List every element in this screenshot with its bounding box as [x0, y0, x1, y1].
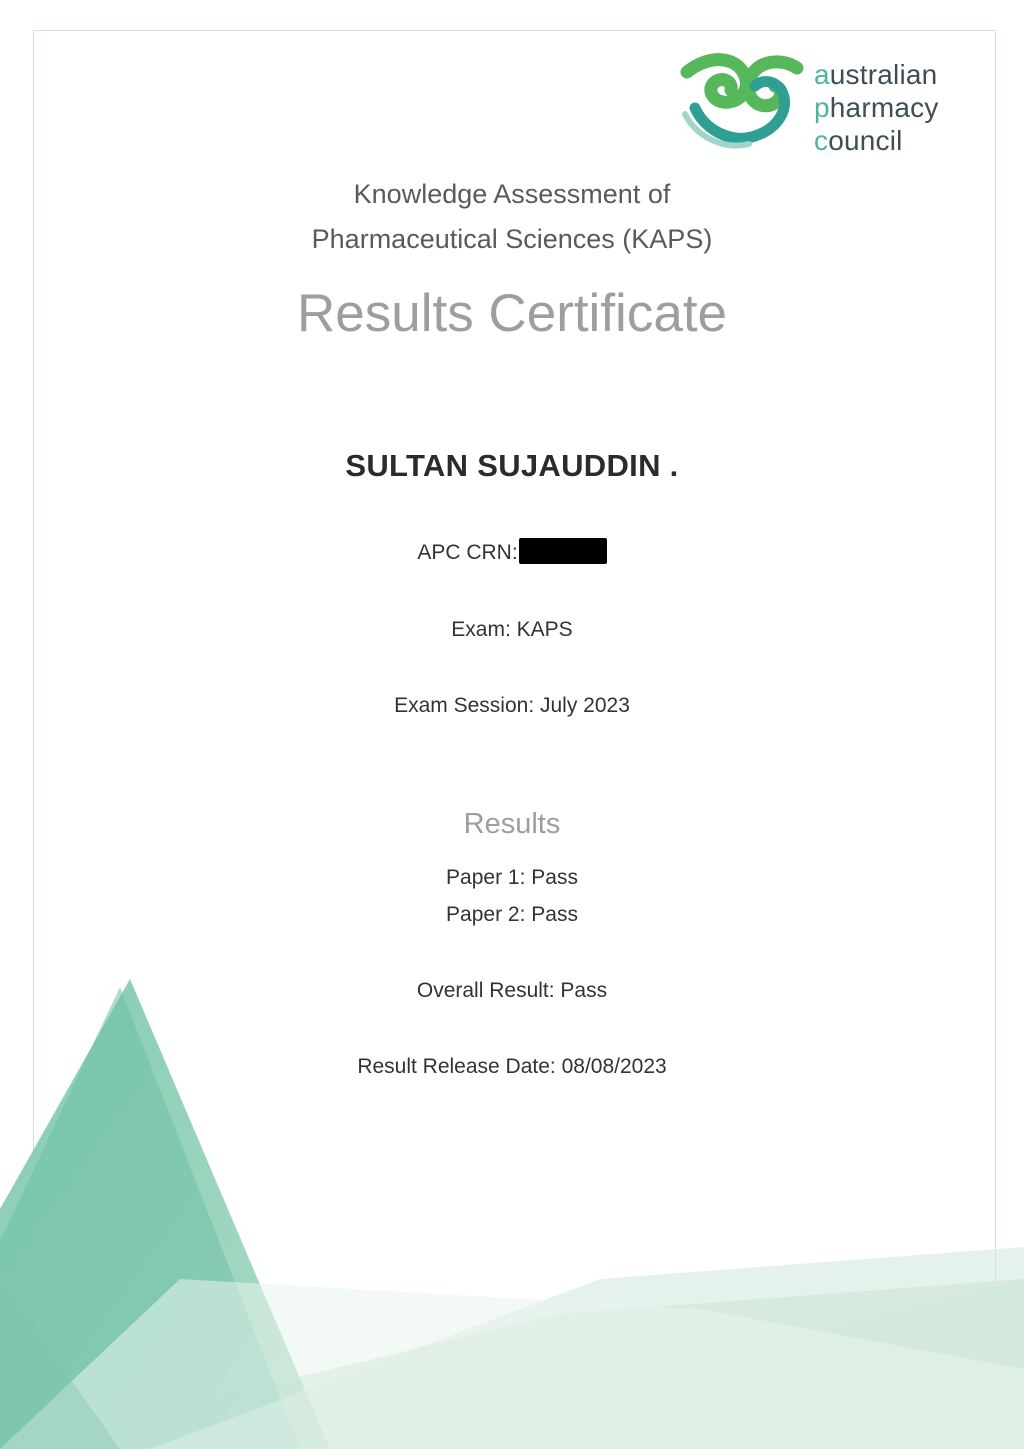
document-subject: Results Certificate: [296, 284, 728, 343]
crn-row: [0, 538, 1024, 565]
overall-result: Overall Result: Pass: [416, 979, 608, 1002]
exam-name: Exam: KAPS: [451, 618, 573, 641]
organisation-logo: [679, 50, 969, 155]
paper-2-result: Paper 2: Pass: [446, 903, 578, 926]
exam-session: Exam Session: July 2023: [394, 694, 630, 717]
crn-label: APC CRN:: [417, 541, 518, 564]
organisation-name: australian pharmacy council: [814, 59, 939, 157]
result-release-date: Result Release Date: 08/08/2023: [357, 1055, 667, 1078]
paper-1-result: Paper 1: Pass: [446, 866, 578, 889]
document-title-line-2: Pharmaceutical Sciences (KAPS): [311, 223, 713, 254]
crn-redaction-bar: [519, 538, 607, 564]
apc-swirl-logo-icon: [679, 52, 804, 152]
results-heading: Results: [463, 808, 561, 840]
decorative-footer-graphic: [0, 979, 1024, 1449]
document-title: [0, 172, 1024, 261]
candidate-name: SULTAN SUJAUDDIN .: [345, 448, 679, 483]
document-title-line-1: Knowledge Assessment of: [353, 179, 671, 209]
